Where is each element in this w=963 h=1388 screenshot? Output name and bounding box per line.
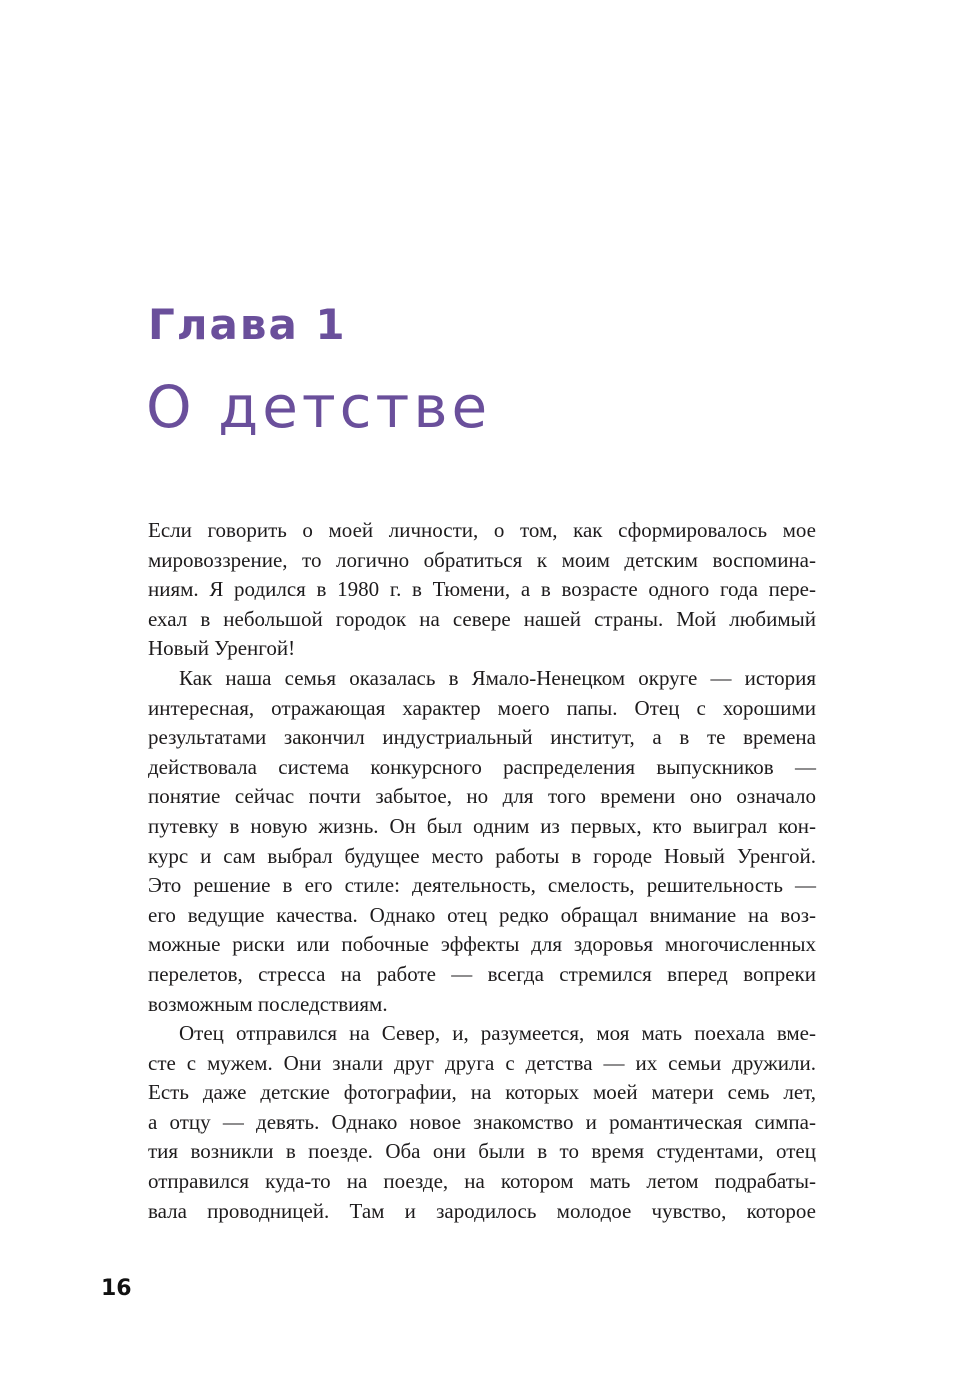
text-line: можные риски или побочные эффекты для здоровья многочисленных [148, 932, 816, 957]
text-line: Если говорить о моей личности, о том, как сформировалось мое [148, 518, 816, 542]
text-line: ехал в небольшой городок на севере нашей страны. Мой любимый [148, 606, 816, 631]
text-line: тия возникли в поезде. Оба они были в то время студентами, отец [148, 1139, 816, 1164]
text-line: ниям. Я родился в 1980 г. в Тюмени, а в возрасте одного года пере- [148, 577, 816, 602]
text-line: результатами закончил индустриальный институт, а в те времена [148, 725, 816, 750]
body-text [148, 516, 816, 1226]
text-line: возможным последствиям. [148, 991, 388, 1016]
text-line: Это решение в его стиле: деятельность, смелость, решительность — [148, 873, 816, 898]
text-line: вала проводницей. Там и зародилось молодое чувство, которое [148, 1198, 816, 1223]
chapter-title: О детстве [146, 373, 492, 441]
chapter-label: Глава 1 [148, 300, 347, 349]
text-line: действовала система конкурсного распределения выпускников — [148, 754, 816, 779]
text-line: Отец отправился на Север, и, разумеется, моя мать поехала вме- [179, 1021, 816, 1046]
text-line: его ведущие качества. Однако отец редко обращал внимание на воз- [148, 902, 816, 927]
text-line: Как наша семья оказалась в Ямало-Ненецком округе — история [179, 665, 816, 690]
text-line: перелетов, стресса на работе — всегда стремился вперед вопреки [148, 961, 816, 986]
text-line: понятие сейчас почти забытое, но для того времени оно означало [148, 784, 816, 809]
text-line: путевку в новую жизнь. Он был одним из первых, кто выиграл кон- [148, 813, 816, 838]
text-line: сте с мужем. Они знали друг друга с детства — их семьи дружили. [148, 1050, 816, 1075]
text-line: Новый Уренгой! [148, 636, 296, 661]
text-line: интересная, отражающая характер моего папы. Отец с хорошими [148, 695, 816, 720]
text-line: отправился куда-то на поезде, на котором мать летом подрабаты- [148, 1169, 816, 1194]
text-line: мировоззрение, то логично обратиться к моим детским воспомина- [148, 547, 816, 572]
text-line: Есть даже детские фотографии, на которых моей матери семь лет, [148, 1080, 816, 1105]
page-number: 16 [101, 1276, 132, 1301]
text-line: а отцу — девять. Однако новое знакомство и романтическая симпа- [148, 1109, 816, 1134]
text-line: курс и сам выбрал будущее место работы в городе Новый Уренгой. [148, 843, 816, 868]
